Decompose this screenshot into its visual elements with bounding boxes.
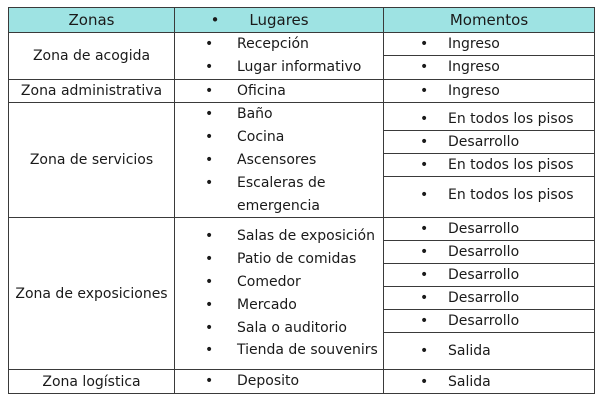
list-item: • Baño [175, 103, 383, 126]
table-row [9, 33, 595, 80]
momento-item: • Desarrollo [384, 310, 594, 332]
zona-label: Zona administrativa [20, 82, 163, 99]
lugares-list [175, 103, 383, 217]
list-item: • Recepción [175, 33, 383, 56]
list-item: • Escaleras de emergencia [175, 172, 383, 218]
momento-item: • Salida [384, 371, 594, 393]
zones-table-sheet [8, 7, 593, 394]
table-row [9, 370, 595, 394]
lugares-list [175, 370, 383, 393]
momento-item: • En todos los pisos [384, 177, 594, 213]
list-item: • Cocina [175, 126, 383, 149]
lugares-list [175, 33, 383, 79]
list-item: • Comedor [175, 271, 383, 294]
list-item: • Salas de exposición [175, 225, 383, 248]
momento-item: • Ingreso [384, 33, 594, 55]
list-item: • Deposito [175, 370, 383, 393]
momentos-cell [384, 103, 595, 218]
zones-table [8, 7, 595, 394]
list-item: • Lugar informativo [175, 56, 383, 79]
list-item: • Patio de comidas [175, 248, 383, 271]
zona-label: Zona de servicios [29, 152, 154, 169]
momentos-cell [384, 33, 595, 80]
table-row [9, 79, 595, 103]
momentos-list [384, 371, 594, 393]
lugares-cell [175, 218, 384, 370]
momento-item: • Desarrollo [384, 241, 594, 263]
zona-cell [9, 33, 175, 80]
header-momentos [384, 8, 595, 33]
momento-item: • Salida [384, 333, 594, 369]
momento-item: • Desarrollo [384, 131, 594, 153]
table-row [9, 218, 595, 370]
momento-item: • Ingreso [384, 80, 594, 102]
lugares-cell [175, 79, 384, 103]
momentos-list [384, 218, 594, 369]
momento-item: • Desarrollo [384, 264, 594, 286]
zona-cell [9, 103, 175, 218]
lugares-list [175, 80, 383, 103]
zona-label: Zona logística [42, 373, 141, 390]
lugares-cell [175, 103, 384, 218]
momentos-list [384, 108, 594, 213]
momentos-cell [384, 218, 595, 370]
momento-item: • Ingreso [384, 56, 594, 78]
momentos-list [384, 80, 594, 102]
momento-item: • En todos los pisos [384, 108, 594, 130]
header-row [9, 8, 595, 33]
zona-cell [9, 79, 175, 103]
zona-cell [9, 218, 175, 370]
momento-item: • Desarrollo [384, 218, 594, 240]
header-zonas-label: Zonas [68, 11, 115, 29]
list-item: • Sala o auditorio [175, 317, 383, 340]
list-item: • Mercado [175, 294, 383, 317]
bullet-icon: • [210, 11, 220, 29]
lugares-cell [175, 370, 384, 394]
header-lugares-label: Lugares [249, 11, 309, 29]
momentos-list [384, 33, 594, 78]
header-lugares [175, 8, 384, 33]
zona-cell [9, 370, 175, 394]
list-item: • Oficina [175, 80, 383, 103]
lugares-cell [175, 33, 384, 80]
header-zonas [9, 8, 175, 33]
list-item: • Ascensores [175, 149, 383, 172]
table-row [9, 103, 595, 218]
lugares-list [175, 225, 383, 362]
momento-item: • Desarrollo [384, 287, 594, 309]
list-item: • Tienda de souvenirs [175, 339, 383, 362]
momentos-cell [384, 79, 595, 103]
zona-label: Zona de exposiciones [15, 285, 168, 302]
momentos-cell [384, 370, 595, 394]
header-momentos-label: Momentos [449, 11, 529, 29]
zona-label: Zona de acogida [32, 47, 151, 64]
momento-item: • En todos los pisos [384, 154, 594, 176]
